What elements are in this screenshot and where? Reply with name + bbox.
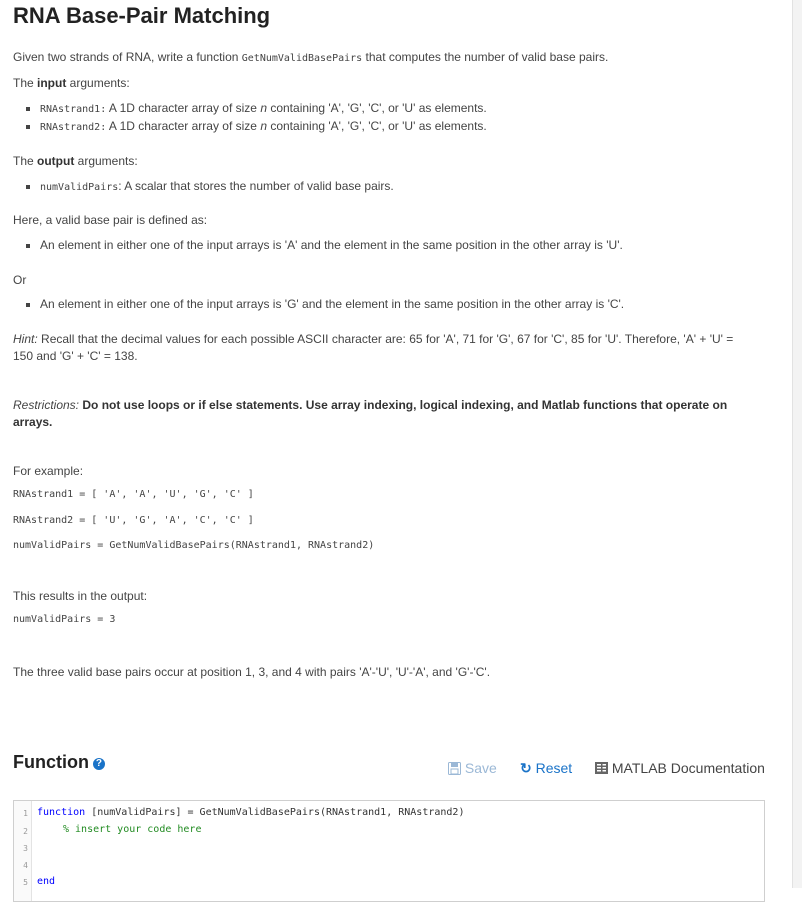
matlab-documentation-button[interactable]: MATLAB Documentation	[595, 760, 765, 776]
function-name-inline: GetNumValidBasePairs	[241, 53, 363, 64]
valid-definition-text: Here, a valid base pair is defined as:	[13, 213, 208, 227]
restrictions-text-cont: arrays.	[13, 415, 53, 429]
rule-item: An element in either one of the input arrays is 'A' and the element in the same position in the other array is 'U'.	[40, 238, 623, 252]
hint-text-cont: 150 and 'G' + 'C' = 138.	[13, 349, 138, 363]
example-label: For example:	[13, 464, 84, 478]
input-arg-item: RNAstrand2: A 1D character array of size n containing 'A', 'G', 'C', or 'U' as elements.	[40, 119, 487, 133]
restrictions-text: Restrictions: Do not use loops or if else statements. Use array indexing, logical indexing, and Matlab functions that operate on	[13, 398, 728, 412]
code-editor[interactable]	[13, 800, 765, 902]
code-line-end[interactable]: end	[37, 876, 56, 887]
or-text: Or	[13, 273, 27, 287]
help-icon[interactable]: ?	[93, 758, 105, 770]
line-number: 2	[23, 827, 28, 836]
line-number: 3	[23, 844, 28, 853]
line-number: 4	[23, 861, 28, 870]
example-code-line: numValidPairs = GetNumValidBasePairs(RNAstrand1, RNAstrand2)	[13, 540, 375, 551]
intro-text: Given two strands of RNA, write a function GetNumValidBasePairs that computes the number of valid base pairs.	[13, 50, 609, 64]
example-code-line: RNAstrand2 = [ 'U', 'G', 'A', 'C', 'C' ]	[13, 515, 254, 526]
input-heading: The input arguments:	[13, 76, 130, 90]
code-line[interactable]: function [numValidPairs] = GetNumValidBasePairs(RNAstrand1, RNAstrand2)	[37, 807, 465, 818]
reset-button[interactable]: ↻ Reset	[520, 760, 573, 776]
function-section-title: Function ?	[13, 752, 105, 773]
book-icon	[595, 762, 608, 774]
results-label: This results in the output:	[13, 589, 148, 603]
example-code-line: RNAstrand1 = [ 'A', 'A', 'U', 'G', 'C' ]	[13, 489, 254, 500]
code-line-comment[interactable]: % insert your code here	[63, 824, 202, 835]
output-heading: The output arguments:	[13, 154, 138, 168]
page-title: RNA Base-Pair Matching	[13, 3, 271, 28]
reset-icon: ↻	[520, 760, 532, 776]
save-icon	[448, 762, 461, 775]
line-number: 1	[23, 809, 28, 818]
input-arg-item: RNAstrand1: A 1D character array of size n containing 'A', 'G', 'C', or 'U' as elements.	[40, 101, 487, 115]
results-code: numValidPairs = 3	[13, 614, 116, 625]
hint-text: Hint: Recall that the decimal values for each possible ASCII character are: 65 for 'A', 71 for 'G', 67 for 'C', 85 for 'U'. Therefore, 'A' + 'U' =	[13, 332, 734, 346]
output-arg-item: numValidPairs: A scalar that stores the number of valid base pairs.	[40, 179, 394, 193]
conclusion-text: The three valid base pairs occur at position 1, 3, and 4 with pairs 'A'-'U', 'U'-'A', and 'G'-'C'.	[13, 665, 491, 679]
rule-item: An element in either one of the input arrays is 'G' and the element in the same position in the other array is 'C'.	[40, 297, 625, 311]
line-number-gutter	[14, 801, 32, 901]
line-number: 5	[23, 878, 28, 887]
page-scrollbar[interactable]	[792, 0, 802, 888]
save-button[interactable]: Save	[448, 760, 497, 776]
